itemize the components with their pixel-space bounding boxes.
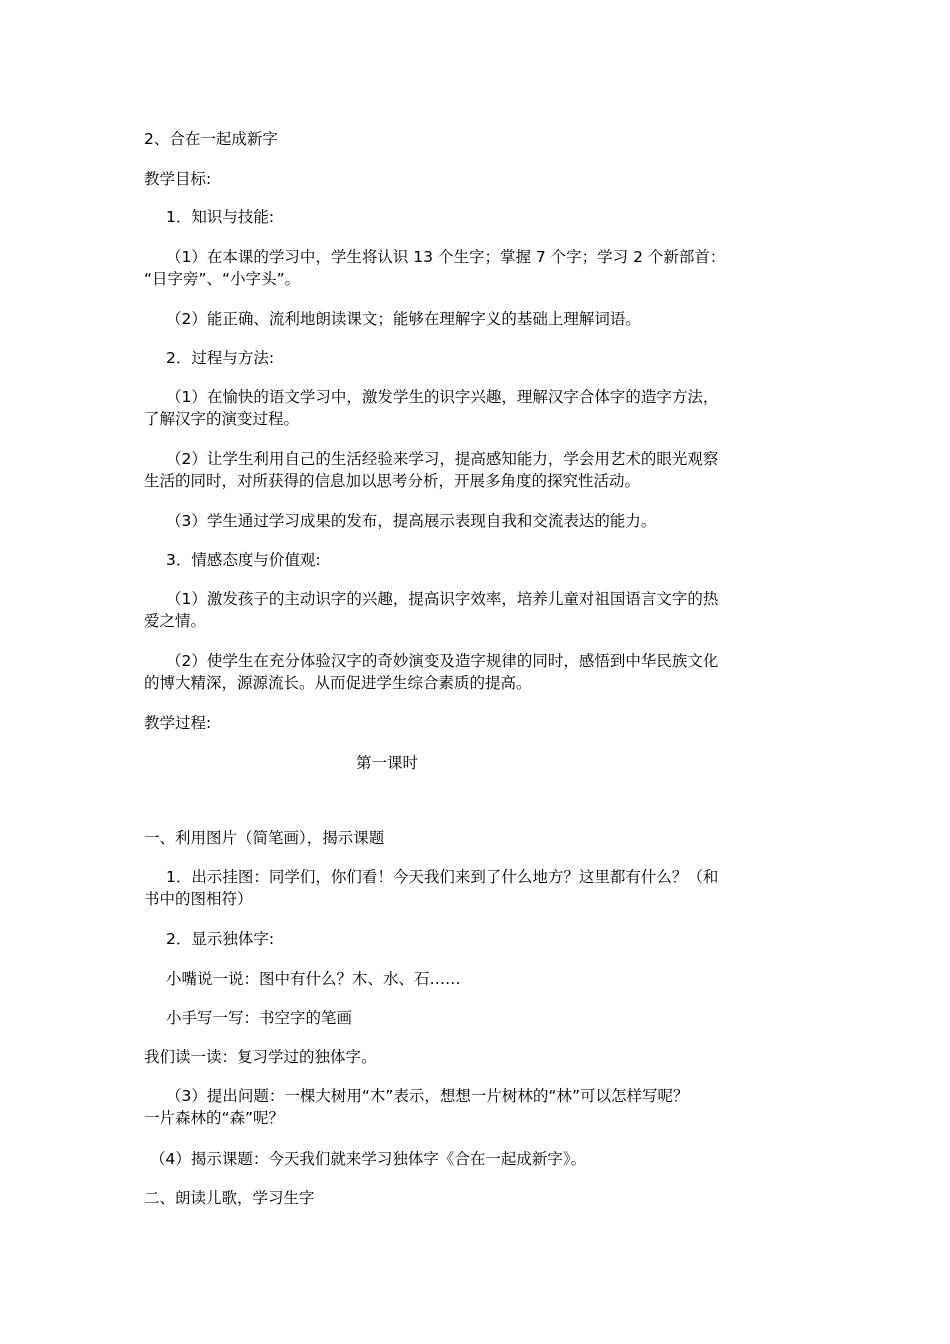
goal-3-item-1-line-1: （1）激发孩子的主动识字的兴趣，提高识字效率，培养儿童对祖国语言文字的热: [166, 590, 719, 608]
goal-1-item-1-line-1: （1）在本课的学习中，学生将认识 13 个生字；掌握 7 个字；学习 2 个新部首：: [166, 248, 726, 266]
goal-2-heading: 2．过程与方法:: [166, 349, 275, 367]
goal-3-item-1-line-2: 爱之情。: [144, 612, 207, 630]
goal-1-item-1-line-2: “日字旁”、“小字头”。: [144, 270, 301, 288]
section-1-item-5: 我们读一读：复习学过的独体字。: [144, 1048, 377, 1066]
section-1-item-4: 小手写一写：书空字的笔画: [166, 1009, 353, 1027]
goal-2-item-1-line-1: （1）在愉快的语文学习中，激发学生的识字兴趣，理解汉字合体字的造字方法，: [166, 388, 719, 406]
goal-2-item-3: （3）学生通过学习成果的发布，提高展示表现自我和交流表达的能力。: [166, 512, 657, 530]
goal-3-item-2-line-1: （2）使学生在充分体验汉字的奇妙演变及造字规律的同时，感悟到中华民族文化: [166, 652, 719, 670]
section-1-item-6-line-1: （3）提出问题：一棵大树用“木”表示，想想一片树林的“林”可以怎样写呢？: [166, 1087, 689, 1105]
goal-2-item-2-line-1: （2）让学生利用自己的生活经验来学习，提高感知能力，学会用艺术的眼光观察: [166, 450, 719, 468]
section-1-item-7: （4）揭示课题：今天我们就来学习独体字《合在一起成新字》。: [150, 1150, 587, 1168]
goals-heading: 教学目标:: [144, 170, 212, 188]
goal-3-item-2-line-2: 的博大精深，源源流长。从而促进学生综合素质的提高。: [144, 674, 532, 692]
goal-1-heading: 1．知识与技能:: [166, 208, 275, 226]
section-1-item-1-line-1: 1．出示挂图：同学们，你们看！今天我们来到了什么地方？这里都有什么？（和: [166, 868, 719, 886]
goal-2-item-1-line-2: 了解汉字的演变过程。: [144, 410, 300, 428]
section-1-item-6-line-2: 一片森林的“森”呢？: [144, 1109, 285, 1127]
lesson-period-title: 第一课时: [356, 754, 419, 772]
section-1-item-1-line-2: 书中的图相符）: [144, 890, 253, 908]
section-1-item-2: 2．显示独体字:: [166, 930, 275, 948]
goal-1-item-2: （2）能正确、流利地朗读课文；能够在理解字义的基础上理解词语。: [166, 310, 641, 328]
section-1-heading: 一、利用图片（简笔画），揭示课题: [144, 829, 385, 847]
goal-3-heading: 3．情感态度与价值观:: [166, 551, 321, 569]
section-2-heading: 二、朗读儿歌，学习生字: [144, 1189, 315, 1207]
process-heading: 教学过程:: [144, 714, 212, 732]
goal-2-item-2-line-2: 生活的同时，对所获得的信息加以思考分析，开展多角度的探究性活动。: [144, 472, 641, 490]
section-1-item-3: 小嘴说一说：图中有什么？木、水、石……: [166, 970, 461, 988]
lesson-heading: 2、合在一起成新字: [144, 130, 278, 148]
